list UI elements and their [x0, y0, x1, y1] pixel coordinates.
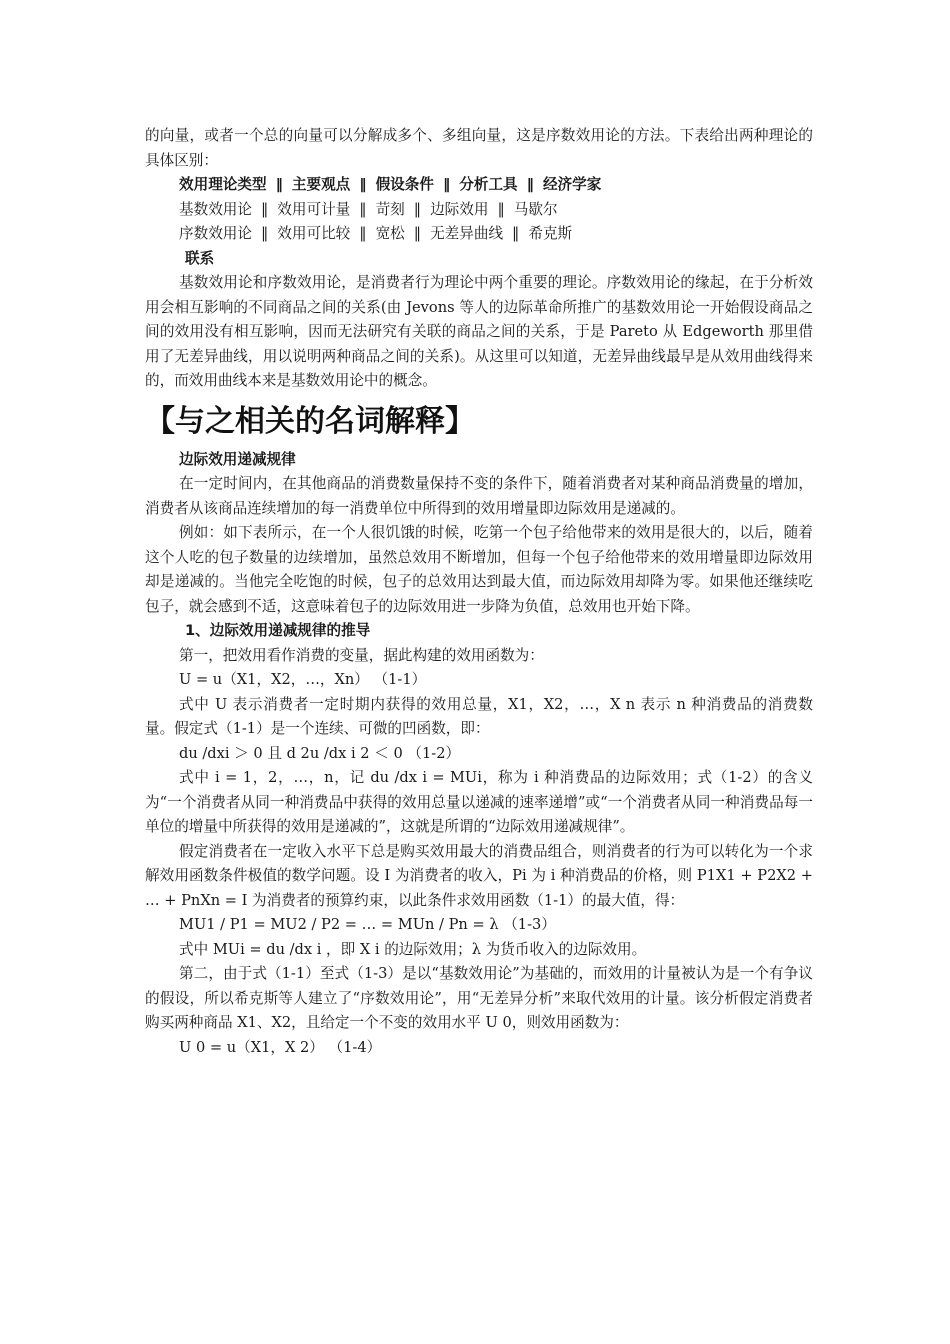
- lambda-paragraph: 式中 MUi = du /dx i ，即 X i 的边际效用；λ 为货币收入的边际效用。: [179, 940, 647, 958]
- table-header-cell: 假设条件: [375, 176, 434, 193]
- table-cell: 希克斯: [528, 225, 573, 242]
- table-separator: ‖: [275, 176, 283, 193]
- table-separator: ‖: [359, 176, 367, 193]
- table-separator: ‖: [526, 176, 534, 193]
- second-paragraph: 第二，由于式（1-1）至式（1-3）是以“基数效用论”为基础的，而效用的计量被认为是一个有争议的假设，所以希克斯等人建立了“序数效用论”，用“无差异分析”来取代效用的计量。该分析假定消费者购买两种商品 X1、X2，且给定一个不变的效用水平 U 0，则效用函数为：: [145, 965, 813, 1031]
- example-paragraph: 例如：如下表所示，在一个人很饥饿的时候，吃第一个包子给他带来的效用是很大的，以后，随着这个人吃的包子数量的边续增加，虽然总效用不断增加，但每一个包子给他带来的效用增量即边际效用却是递减的。当他完全吃饱的时候，包子的总效用达到最大值，而边际效用却降为零。如果他还继续吃包子，就会感到不适，这意味着包子的边际效用进一步降为负值，总效用也开始下降。: [145, 524, 813, 615]
- table-cell: 效用可比较: [277, 225, 351, 242]
- table-cell: 宽松: [375, 225, 405, 242]
- document-page: [145, 124, 813, 1060]
- first-paragraph: 第一，把效用看作消费的变量，据此构建的效用函数为：: [179, 646, 544, 664]
- table-header-cell: 分析工具: [459, 176, 518, 193]
- comparison-table-row: [145, 222, 813, 247]
- table-separator: ‖: [260, 200, 269, 218]
- table-separator: ‖: [413, 200, 422, 218]
- table-separator: ‖: [359, 225, 367, 242]
- table-separator: ‖: [260, 225, 269, 242]
- comparison-table-header: [145, 173, 813, 198]
- equation-1-4: U 0 = u（X1，X 2） （1-4）: [179, 1038, 382, 1056]
- intro-paragraph: 的向量，或者一个总的向量可以分解成多个、多组向量，这是序数效用论的方法。下表给出两种理论的具体区别：: [145, 127, 813, 169]
- table-separator: ‖: [497, 200, 505, 218]
- equation-1-3: MU1 / P1 = MU2 / P2 = … = MUn / Pn = λ （1-3）: [179, 916, 556, 933]
- definition-paragraph: 在一定时间内，在其他商品的消费数量保持不变的条件下，随着消费者对某种商品消费量的增加，消费者从该商品连续增加的每一消费单位中所得到的效用增量即边际效用是递减的。: [145, 475, 813, 517]
- subsection-heading: 1、边际效用递减规律的推导: [185, 622, 371, 639]
- table-cell: 无差异曲线: [430, 225, 504, 242]
- term-heading: 边际效用递减规律: [179, 450, 296, 468]
- equation-1-1: U = u（X1，X2，…，Xn） （1-1）: [179, 671, 427, 688]
- table-cell: 苛刻: [375, 200, 405, 218]
- table-separator: ‖: [359, 200, 367, 218]
- relation-heading: 联系: [185, 249, 215, 267]
- table-cell: 效用可计量: [277, 200, 351, 218]
- table-cell: 序数效用论: [179, 225, 252, 242]
- assumption-paragraph: 假定消费者在一定收入水平下总是购买效用最大的消费品组合，则消费者的行为可以转化为一个求解效用函数条件极值的数学问题。设 I 为消费者的收入，Pi 为 i 种消费品的价格，则 P1X1 + P2X2 + … + PnXn = I 为消费者的预算约束，以此条件求效用函数（1-1）的最大值，得：: [145, 842, 813, 909]
- relation-paragraph: 基数效用论和序数效用论，是消费者行为理论中两个重要的理论。序数效用论的缘起，在于分析效用会相互影响的不同商品之间的关系(由 Jevons 等人的边际革命所推广的基数效用论一开始假设商品之间的效用没有相互影响，因而无法研究有关联的商品之间的关系，于是 Pareto 从 Edgeworth 那里借用了无差异曲线，用以说明两种商品之间的关系)。从这里可以知道，无差异曲线最早是从效用曲线得来的，而效用曲线本来是基数效用论中的概念。: [145, 274, 813, 389]
- comparison-table-row: [145, 198, 813, 223]
- equation-1-2: du /dxi ＞ 0 且 d 2u /dx i 2 ＜ 0 （1-2）: [179, 744, 461, 762]
- table-separator: ‖: [413, 225, 422, 242]
- utility-paragraph: 式中 U 表示消费者一定时期内获得的效用总量，X1，X2，…，X n 表示 n 种消费品的消费数量。假定式（1-1）是一个连续、可微的凹函数，即：: [145, 695, 813, 737]
- table-header-cell: 效用理论类型: [179, 176, 267, 193]
- table-header-cell: 主要观点: [291, 176, 351, 193]
- marginal-utility-paragraph: 式中 i = 1，2，…，n，记 du /dx i = MUi，称为 i 种消费品的边际效用；式（1-2）的含义为“一个消费者从同一种消费品中获得的效用总量以递减的速率递增”或“一个消费者从同一种消费品每一单位的增量中所获得的效用是递减的”，这就是所谓的“边际效用递减规律”。: [145, 769, 813, 835]
- table-header-cell: 经济学家: [542, 176, 602, 193]
- section-title: 【与之相关的名词解释】: [145, 403, 475, 439]
- table-separator: ‖: [512, 225, 520, 242]
- table-cell: 边际效用: [430, 200, 489, 218]
- table-cell: 基数效用论: [179, 200, 252, 218]
- table-separator: ‖: [442, 176, 451, 193]
- table-cell: 马歇尔: [513, 200, 558, 218]
